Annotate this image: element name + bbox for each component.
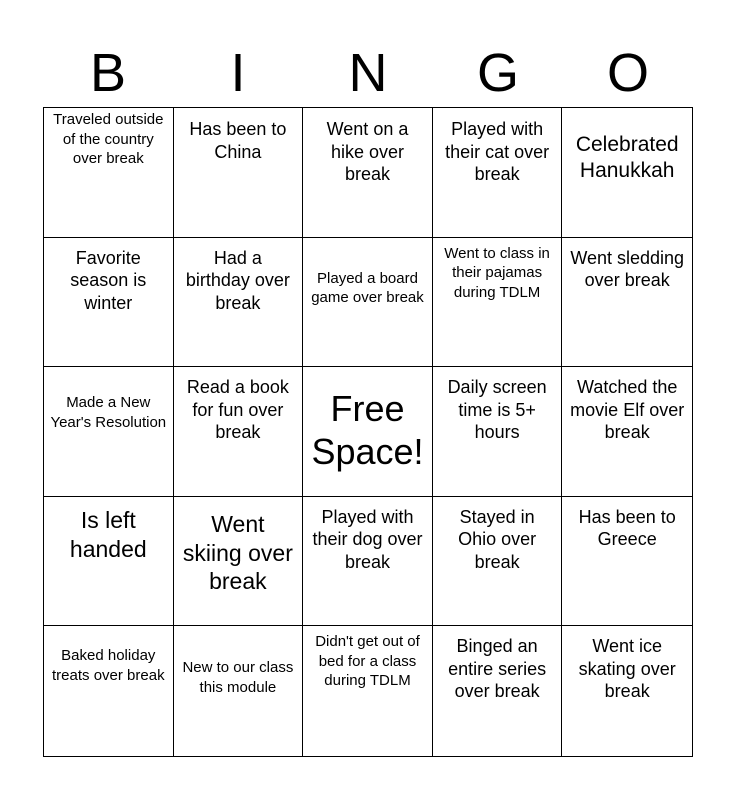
header-letter-i: I bbox=[230, 43, 246, 103]
bingo-cell[interactable] bbox=[433, 367, 563, 497]
header-letter-g: G bbox=[476, 43, 519, 103]
bingo-header bbox=[43, 40, 693, 106]
bingo-cell-text: Watched the movie Elf over break bbox=[570, 377, 685, 443]
bingo-cell[interactable] bbox=[44, 108, 174, 238]
bingo-cell-text: Stayed in Ohio over break bbox=[458, 506, 537, 572]
bingo-cell[interactable] bbox=[174, 626, 304, 756]
header-letter-b: B bbox=[89, 43, 127, 103]
bingo-cell-text: Went ice skating over break bbox=[578, 636, 676, 702]
bingo-cell[interactable] bbox=[433, 626, 563, 756]
bingo-cell[interactable] bbox=[303, 108, 433, 238]
bingo-cell-text: Went sledding over break bbox=[570, 247, 685, 291]
bingo-cell-text: Played with their dog over break bbox=[312, 506, 423, 572]
header-letter-o: O bbox=[606, 43, 649, 103]
bingo-cell-text: Didn't get out of bed for a class during TDLM bbox=[315, 633, 420, 690]
bingo-cell[interactable] bbox=[562, 238, 692, 368]
bingo-cell[interactable] bbox=[44, 367, 174, 497]
bingo-cell[interactable] bbox=[174, 367, 304, 497]
free-space-text: Free Space! bbox=[311, 388, 424, 473]
bingo-cell-text: Went on a hike over break bbox=[326, 119, 409, 184]
bingo-cell-text: Daily screen time is 5+ hours bbox=[447, 377, 547, 443]
bingo-cell[interactable] bbox=[44, 497, 174, 627]
bingo-cell[interactable] bbox=[174, 497, 304, 627]
bingo-cell-text: Binged an entire series over break bbox=[448, 636, 547, 702]
bingo-cell[interactable] bbox=[174, 108, 304, 238]
bingo-cell-text: Went to class in their pajamas during TDLM bbox=[444, 244, 550, 301]
bingo-cell[interactable] bbox=[433, 497, 563, 627]
bingo-cell-text: Is left handed bbox=[69, 506, 147, 562]
bingo-cell[interactable] bbox=[562, 626, 692, 756]
bingo-cell-text: Has been to Greece bbox=[578, 506, 676, 550]
bingo-cell[interactable] bbox=[44, 238, 174, 368]
bingo-cell-text: Read a book for fun over break bbox=[186, 377, 289, 443]
bingo-cell-text: New to our class this module bbox=[182, 659, 294, 696]
bingo-cell-text: Played a board game over break bbox=[311, 269, 424, 307]
bingo-cell-text: Had a birthday over break bbox=[185, 247, 290, 313]
bingo-cell[interactable] bbox=[562, 497, 692, 627]
bingo-cell-text: Favorite season is winter bbox=[70, 247, 147, 313]
bingo-cell[interactable] bbox=[44, 626, 174, 756]
bingo-cell-text: Has been to China bbox=[189, 119, 287, 162]
bingo-cell[interactable] bbox=[303, 238, 433, 368]
bingo-cell[interactable] bbox=[433, 238, 563, 368]
header-letter-n: N bbox=[348, 43, 388, 103]
bingo-cell-text: Played with their cat over break bbox=[445, 119, 550, 184]
bingo-cell-text: Celebrated Hanukkah bbox=[575, 133, 679, 183]
bingo-cell-text: Made a New Year's Resolution bbox=[50, 394, 167, 431]
bingo-cell[interactable] bbox=[174, 238, 304, 368]
free-space-cell[interactable] bbox=[303, 367, 433, 497]
bingo-cell-text: Traveled outside of the country over break bbox=[53, 111, 164, 167]
bingo-cell[interactable] bbox=[303, 626, 433, 756]
bingo-cell[interactable] bbox=[433, 108, 563, 238]
bingo-cell-text: Went skiing over break bbox=[182, 510, 293, 595]
bingo-card-grid bbox=[43, 107, 693, 757]
bingo-cell-text: Baked holiday treats over break bbox=[52, 647, 165, 684]
bingo-cell[interactable] bbox=[303, 497, 433, 627]
bingo-cell[interactable] bbox=[562, 367, 692, 497]
bingo-cell[interactable] bbox=[562, 108, 692, 238]
